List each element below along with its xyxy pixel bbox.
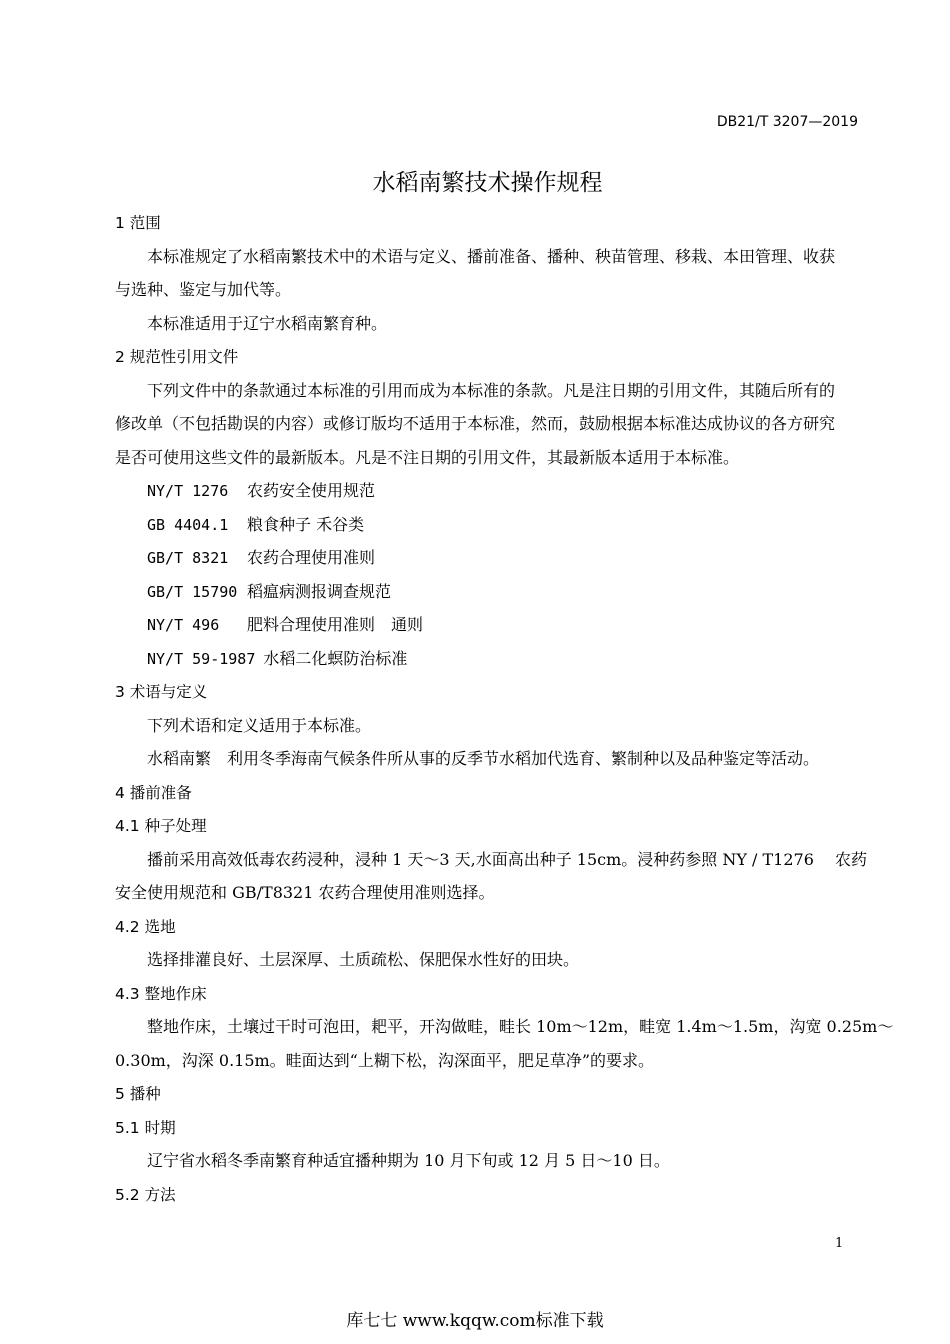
- paragraph-line: 与选种、鉴定与加代等。: [115, 280, 292, 299]
- reference-code: GB/T 15790: [147, 583, 238, 601]
- reference-item: [147, 514, 364, 536]
- paragraph-line: 整地作床，土壤过干时可泡田，耙平，开沟做畦，畦长 10m～12m，畦宽 1.4m～1.5m，沟宽 0.25m～: [147, 1017, 894, 1036]
- page-number: 1: [835, 1236, 844, 1251]
- paragraph-line: 下列文件中的条款通过本标准的引用而成为本标准的条款。凡是注日期的引用文件，其随后所有的: [147, 381, 836, 400]
- subsection-heading: 4.1 种子处理: [115, 817, 207, 835]
- reference-item: [147, 614, 423, 636]
- subsection-heading: 5.1 时期: [115, 1119, 176, 1137]
- paragraph-line: 本标准规定了水稻南繁技术中的术语与定义、播前准备、播种、秧苗管理、移栽、本田管理、收获: [147, 247, 836, 266]
- reference-item: [147, 581, 391, 603]
- reference-code: GB/T 8321: [147, 549, 229, 567]
- reference-code: GB 4404.1: [147, 516, 229, 534]
- paragraph-line: 选择排灌良好、土层深厚、土质疏松、保肥保水性好的田块。: [147, 950, 580, 969]
- section-heading: 3 术语与定义: [115, 683, 208, 701]
- reference-title: 农药合理使用准则: [247, 548, 376, 567]
- paragraph-line: 安全使用规范和 GB/T8321 农药合理使用准则选择。: [115, 883, 495, 902]
- reference-title: 稻瘟病测报调查规范: [247, 582, 392, 601]
- paragraph-line: 是否可使用这些文件的最新版本。凡是不注日期的引用文件，其最新版本适用于本标准。: [115, 448, 740, 467]
- document-title: 水稻南繁技术操作规程: [372, 170, 603, 196]
- subsection-heading: 4.3 整地作床: [115, 985, 207, 1003]
- reference-title: 农药安全使用规范: [247, 481, 376, 500]
- subsection-heading: 5.2 方法: [115, 1186, 176, 1204]
- reference-code: NY/T 59-1987: [147, 650, 256, 668]
- footer-watermark: 库七七 www.kqqw.com标准下载: [346, 1311, 604, 1331]
- reference-item: [147, 648, 407, 670]
- subsection-heading: 4.2 选地: [115, 918, 176, 936]
- paragraph-line: 下列术语和定义适用于本标准。: [147, 716, 372, 735]
- paragraph-line: 水稻南繁 利用冬季海南气候条件所从事的反季节水稻加代选育、繁制种以及品种鉴定等活动。: [147, 749, 820, 768]
- document-number: DB21/T 3207—2019: [716, 114, 858, 130]
- reference-title: 水稻二化螟防治标准: [263, 649, 408, 668]
- paragraph-line: 修改单（不包括勘误的内容）或修订版均不适用于本标准，然而，鼓励根据本标准达成协议的各方研究: [115, 414, 836, 433]
- reference-code: NY/T 496: [147, 616, 220, 634]
- section-heading: 1 范围: [115, 214, 161, 232]
- section-heading: 4 播前准备: [115, 784, 192, 802]
- paragraph-line: 播前采用高效低毒农药浸种，浸种 1 天～3 天,水面高出种子 15cm。浸种药参照 NY / T1276 农药: [147, 850, 867, 869]
- reference-title: 肥料合理使用准则 通则: [247, 615, 424, 634]
- paragraph-line: 辽宁省水稻冬季南繁育种适宜播种期为 10 月下旬或 12 月 5 日～10 日。: [147, 1151, 670, 1170]
- reference-title: 粮食种子 禾谷类: [247, 515, 365, 534]
- reference-item: [147, 480, 375, 502]
- section-heading: 5 播种: [115, 1085, 161, 1103]
- paragraph-line: 本标准适用于辽宁水稻南繁育种。: [147, 314, 388, 333]
- paragraph-line: 0.30m，沟深 0.15m。畦面达到“上糊下松，沟深面平，肥足草净”的要求。: [115, 1051, 655, 1070]
- reference-item: [147, 547, 375, 569]
- section-heading: 2 规范性引用文件: [115, 348, 239, 366]
- reference-code: NY/T 1276: [147, 482, 229, 500]
